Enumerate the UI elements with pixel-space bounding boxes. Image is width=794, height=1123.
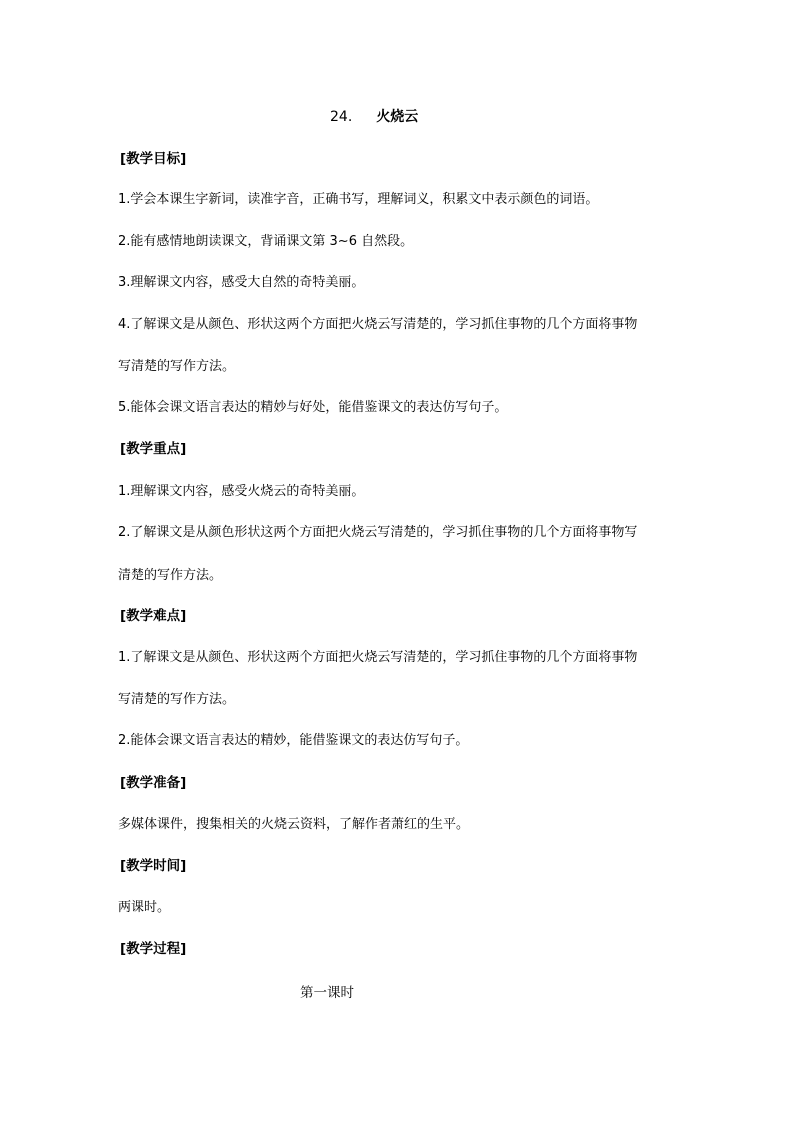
objective-item: 5.能体会课文语言表达的精妙与好处，能借鉴课文的表达仿写句子。 [118,400,508,415]
key-point-item: 1.理解课文内容，感受火烧云的奇特美丽。 [118,484,365,499]
lesson-number: 24. [330,109,353,125]
process-heading: [教学过程] [120,941,187,957]
first-lesson-subheading: 第一课时 [300,985,354,1001]
preparation-text: 多媒体课件，搜集相关的火烧云资料，了解作者萧红的生平。 [118,817,470,832]
objective-item-continued: 写清楚的写作方法。 [118,359,236,374]
time-heading: [教学时间] [120,858,187,874]
difficulties-heading: [教学难点] [120,608,187,624]
difficulty-item-continued: 写清楚的写作方法。 [118,692,236,707]
objective-item: 3.理解课文内容，感受大自然的奇特美丽。 [118,275,365,290]
objective-item: 4.了解课文是从颜色、形状这两个方面把火烧云写清楚的，学习抓住事物的几个方面将事物 [118,317,638,332]
difficulty-item: 2.能体会课文语言表达的精妙，能借鉴课文的表达仿写句子。 [118,733,469,748]
time-text: 两课时。 [118,900,171,915]
lesson-title: 火烧云 [376,109,419,125]
key-points-heading: [教学重点] [120,441,187,457]
objective-item: 2.能有感情地朗读课文，背诵课文第 3~6 自然段。 [118,234,414,249]
objectives-heading: [教学目标] [120,151,187,167]
preparation-heading: [教学准备] [120,775,187,791]
key-point-item: 2.了解课文是从颜色形状这两个方面把火烧云写清楚的，学习抓住事物的几个方面将事物写 [118,525,638,540]
page-title [330,109,418,125]
objective-item: 1.学会本课生字新词，读准字音，正确书写，理解词义，积累文中表示颜色的词语。 [118,192,599,207]
key-point-item-continued: 清楚的写作方法。 [118,568,223,583]
difficulty-item: 1.了解课文是从颜色、形状这两个方面把火烧云写清楚的，学习抓住事物的几个方面将事物 [118,650,638,665]
